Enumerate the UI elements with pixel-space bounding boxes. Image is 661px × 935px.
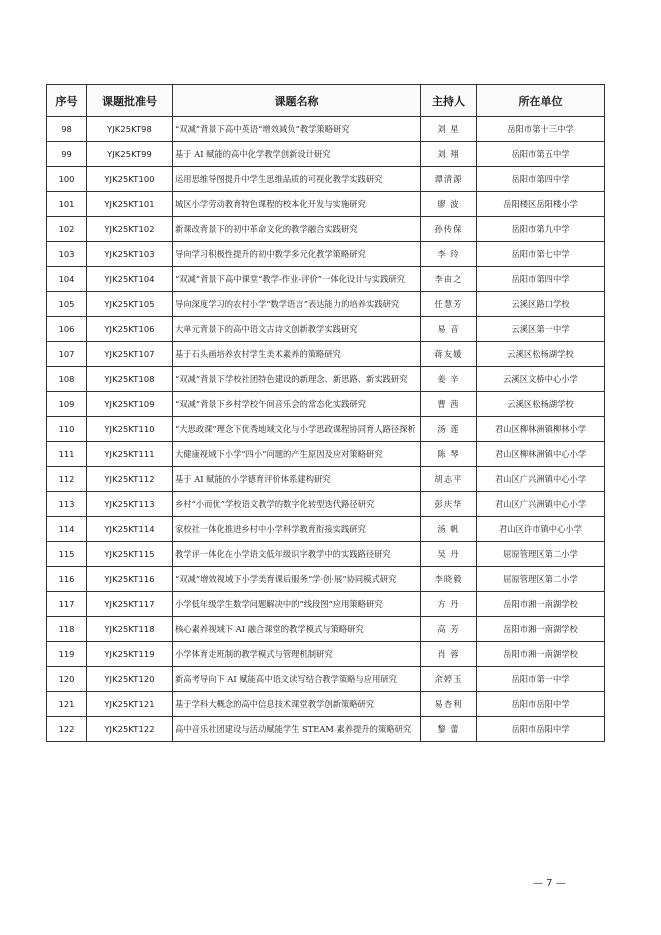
table-row: [47, 717, 605, 742]
cell-seq: 106: [47, 317, 87, 342]
cell-title: 大健康视域下小学“四小”问题的产生原因及应对策略研究: [173, 442, 421, 467]
cell-code: YJK25KT98: [87, 117, 173, 142]
table-row: [47, 442, 605, 467]
cell-code: YJK25KT103: [87, 242, 173, 267]
cell-code: YJK25KT100: [87, 167, 173, 192]
cell-host: 余婷玉: [421, 667, 477, 692]
cell-unit: 岳阳市第九中学: [477, 217, 605, 242]
cell-host: 汤 帆: [421, 517, 477, 542]
cell-seq: 118: [47, 617, 87, 642]
cell-seq: 108: [47, 367, 87, 392]
table-row: [47, 667, 605, 692]
cell-unit: 云溪区路口学校: [477, 292, 605, 317]
cell-title: “双减”背景下高中英语“增效减负”教学策略研究: [173, 117, 421, 142]
cell-host: 彭庆华: [421, 492, 477, 517]
cell-unit: 岳阳市第五中学: [477, 142, 605, 167]
cell-unit: 岳阳市湘一南湖学校: [477, 617, 605, 642]
cell-title: “双减”背景下高中课堂“教学-作业-评价”一体化设计与实践研究: [173, 267, 421, 292]
cell-title: 导向深度学习的农村小学“数学语言”表达能力的培养实践研究: [173, 292, 421, 317]
cell-seq: 102: [47, 217, 87, 242]
cell-host: 曹 茜: [421, 392, 477, 417]
cell-seq: 117: [47, 592, 87, 617]
cell-host: 黎 蕾: [421, 717, 477, 742]
cell-seq: 111: [47, 442, 87, 467]
cell-unit: 岳阳市岳阳中学: [477, 692, 605, 717]
cell-unit: 岳阳市第一中学: [477, 667, 605, 692]
cell-seq: 99: [47, 142, 87, 167]
cell-unit: 岳阳市第七中学: [477, 242, 605, 267]
cell-unit: 岳阳市湘一南湖学校: [477, 592, 605, 617]
table-row: [47, 542, 605, 567]
cell-code: YJK25KT122: [87, 717, 173, 742]
cell-seq: 113: [47, 492, 87, 517]
cell-title: 小学低年级学生数学问题解决中的“线段图”应用策略研究: [173, 592, 421, 617]
cell-seq: 105: [47, 292, 87, 317]
header-code: 课题批准号: [87, 85, 173, 117]
table-body: [47, 117, 605, 742]
cell-unit: 君山区许市镇中心小学: [477, 517, 605, 542]
cell-seq: 119: [47, 642, 87, 667]
cell-unit: 云溪区松杨湖学校: [477, 342, 605, 367]
cell-code: YJK25KT115: [87, 542, 173, 567]
page-number: — 7 —: [533, 878, 566, 889]
project-table: [46, 84, 605, 742]
header-host: 主持人: [421, 85, 477, 117]
cell-code: YJK25KT109: [87, 392, 173, 417]
table-row: [47, 317, 605, 342]
cell-seq: 104: [47, 267, 87, 292]
cell-seq: 103: [47, 242, 87, 267]
header-title: 课题名称: [173, 85, 421, 117]
cell-title: 高中音乐社团建设与活动赋能学生 STEAM 素养提升的策略研究: [173, 717, 421, 742]
cell-host: 孙传保: [421, 217, 477, 242]
cell-unit: 君山区广兴洲镇中心小学: [477, 467, 605, 492]
cell-host: 李 玲: [421, 242, 477, 267]
cell-unit: 君山区柳林洲镇柳林小学: [477, 417, 605, 442]
cell-code: YJK25KT116: [87, 567, 173, 592]
table-row: [47, 242, 605, 267]
cell-title: 乡村“小而优”学校语文教学的数字化转型迭代路径研究: [173, 492, 421, 517]
cell-seq: 101: [47, 192, 87, 217]
cell-seq: 110: [47, 417, 87, 442]
cell-code: YJK25KT104: [87, 267, 173, 292]
cell-host: 李晓毅: [421, 567, 477, 592]
table-row: [47, 692, 605, 717]
cell-title: 教学评一体化在小学语文低年级识字教学中的实践路径研究: [173, 542, 421, 567]
cell-host: 陈 琴: [421, 442, 477, 467]
cell-seq: 114: [47, 517, 87, 542]
cell-title: 大单元背景下的高中语文古诗文创新教学实践研究: [173, 317, 421, 342]
table-row: [47, 192, 605, 217]
cell-unit: 君山区柳林洲镇中心小学: [477, 442, 605, 467]
cell-title: 基于学科大概念的高中信息技术课堂教学创新策略研究: [173, 692, 421, 717]
table-row: [47, 167, 605, 192]
cell-title: 小学体育走班制的教学模式与管理机制研究: [173, 642, 421, 667]
cell-code: YJK25KT111: [87, 442, 173, 467]
table-header-row: [47, 85, 605, 117]
cell-title: 基于 AI 赋能的高中化学教学创新设计研究: [173, 142, 421, 167]
cell-title: 新课改背景下的初中革命文化的教学融合实践研究: [173, 217, 421, 242]
cell-code: YJK25KT110: [87, 417, 173, 442]
table-row: [47, 267, 605, 292]
cell-code: YJK25KT108: [87, 367, 173, 392]
cell-code: YJK25KT117: [87, 592, 173, 617]
cell-host: 姜 辛: [421, 367, 477, 392]
cell-code: YJK25KT118: [87, 617, 173, 642]
cell-host: 刘 翔: [421, 142, 477, 167]
cell-unit: 云溪区松杨湖学校: [477, 392, 605, 417]
cell-title: “双减”背景下学校社团特色建设的新理念、新思路、新实践研究: [173, 367, 421, 392]
cell-host: 吴 丹: [421, 542, 477, 567]
cell-host: 易杏利: [421, 692, 477, 717]
cell-code: YJK25KT119: [87, 642, 173, 667]
table-row: [47, 617, 605, 642]
cell-code: YJK25KT121: [87, 692, 173, 717]
cell-host: 汤 莲: [421, 417, 477, 442]
cell-title: “双减”增效视域下小学美育课后服务“学·创·展”协同模式研究: [173, 567, 421, 592]
cell-title: “双减”背景下乡村学校午间音乐会的常态化实践研究: [173, 392, 421, 417]
cell-seq: 121: [47, 692, 87, 717]
cell-seq: 107: [47, 342, 87, 367]
cell-title: 基于石头画培养农村学生美术素养的策略研究: [173, 342, 421, 367]
cell-host: 谭清源: [421, 167, 477, 192]
cell-code: YJK25KT105: [87, 292, 173, 317]
cell-unit: 云溪区第一中学: [477, 317, 605, 342]
table-row: [47, 292, 605, 317]
cell-unit: 屈原管理区第二小学: [477, 567, 605, 592]
cell-title: 导向学习积极性提升的初中数学多元化教学策略研究: [173, 242, 421, 267]
cell-code: YJK25KT106: [87, 317, 173, 342]
cell-title: 城区小学劳动教育特色课程的校本化开发与实施研究: [173, 192, 421, 217]
cell-unit: 云溪区文桥中心小学: [477, 367, 605, 392]
cell-host: 刘 星: [421, 117, 477, 142]
table-row: [47, 592, 605, 617]
cell-code: YJK25KT107: [87, 342, 173, 367]
cell-unit: 岳阳市第四中学: [477, 167, 605, 192]
table-row: [47, 517, 605, 542]
cell-host: 肖 蓉: [421, 642, 477, 667]
cell-code: YJK25KT99: [87, 142, 173, 167]
cell-host: 高 芳: [421, 617, 477, 642]
table-row: [47, 417, 605, 442]
cell-code: YJK25KT114: [87, 517, 173, 542]
cell-title: 家校社一体化推进乡村中小学科学教育衔接实践研究: [173, 517, 421, 542]
cell-unit: 岳阳市第十三中学: [477, 117, 605, 142]
cell-title: 新高考导向下 AI 赋能高中语文读写结合教学策略与应用研究: [173, 667, 421, 692]
header-seq: 序号: [47, 85, 87, 117]
cell-host: 胡志平: [421, 467, 477, 492]
table-row: [47, 567, 605, 592]
cell-unit: 岳阳市岳阳中学: [477, 717, 605, 742]
cell-code: YJK25KT112: [87, 467, 173, 492]
cell-host: 方 丹: [421, 592, 477, 617]
cell-seq: 122: [47, 717, 87, 742]
cell-title: 运用思维导图提升中学生思维品质的可视化教学实践研究: [173, 167, 421, 192]
cell-host: 蒋友媛: [421, 342, 477, 367]
cell-seq: 112: [47, 467, 87, 492]
cell-seq: 98: [47, 117, 87, 142]
cell-unit: 岳阳市湘一南湖学校: [477, 642, 605, 667]
cell-host: 易 音: [421, 317, 477, 342]
table-row: [47, 367, 605, 392]
header-unit: 所在单位: [477, 85, 605, 117]
table-row: [47, 467, 605, 492]
cell-seq: 100: [47, 167, 87, 192]
cell-seq: 115: [47, 542, 87, 567]
cell-title: “大思政课”理念下优秀地域文化与小学思政课程协同育人路径探析: [173, 417, 421, 442]
table-row: [47, 117, 605, 142]
cell-code: YJK25KT101: [87, 192, 173, 217]
cell-unit: 君山区广兴洲镇中心小学: [477, 492, 605, 517]
table-row: [47, 492, 605, 517]
cell-unit: 岳阳市第四中学: [477, 267, 605, 292]
cell-seq: 109: [47, 392, 87, 417]
table-row: [47, 142, 605, 167]
cell-code: YJK25KT120: [87, 667, 173, 692]
cell-unit: 岳阳楼区岳阳楼小学: [477, 192, 605, 217]
cell-seq: 116: [47, 567, 87, 592]
cell-host: 任慧芳: [421, 292, 477, 317]
table-row: [47, 217, 605, 242]
table-row: [47, 342, 605, 367]
table-row: [47, 642, 605, 667]
cell-host: 李由之: [421, 267, 477, 292]
cell-unit: 屈原管理区第二小学: [477, 542, 605, 567]
cell-seq: 120: [47, 667, 87, 692]
cell-code: YJK25KT102: [87, 217, 173, 242]
table-row: [47, 392, 605, 417]
cell-title: 核心素养视域下 AI 融合课堂的教学模式与策略研究: [173, 617, 421, 642]
cell-host: 廖 波: [421, 192, 477, 217]
cell-code: YJK25KT113: [87, 492, 173, 517]
cell-title: 基于 AI 赋能的小学德育评价体系建构研究: [173, 467, 421, 492]
